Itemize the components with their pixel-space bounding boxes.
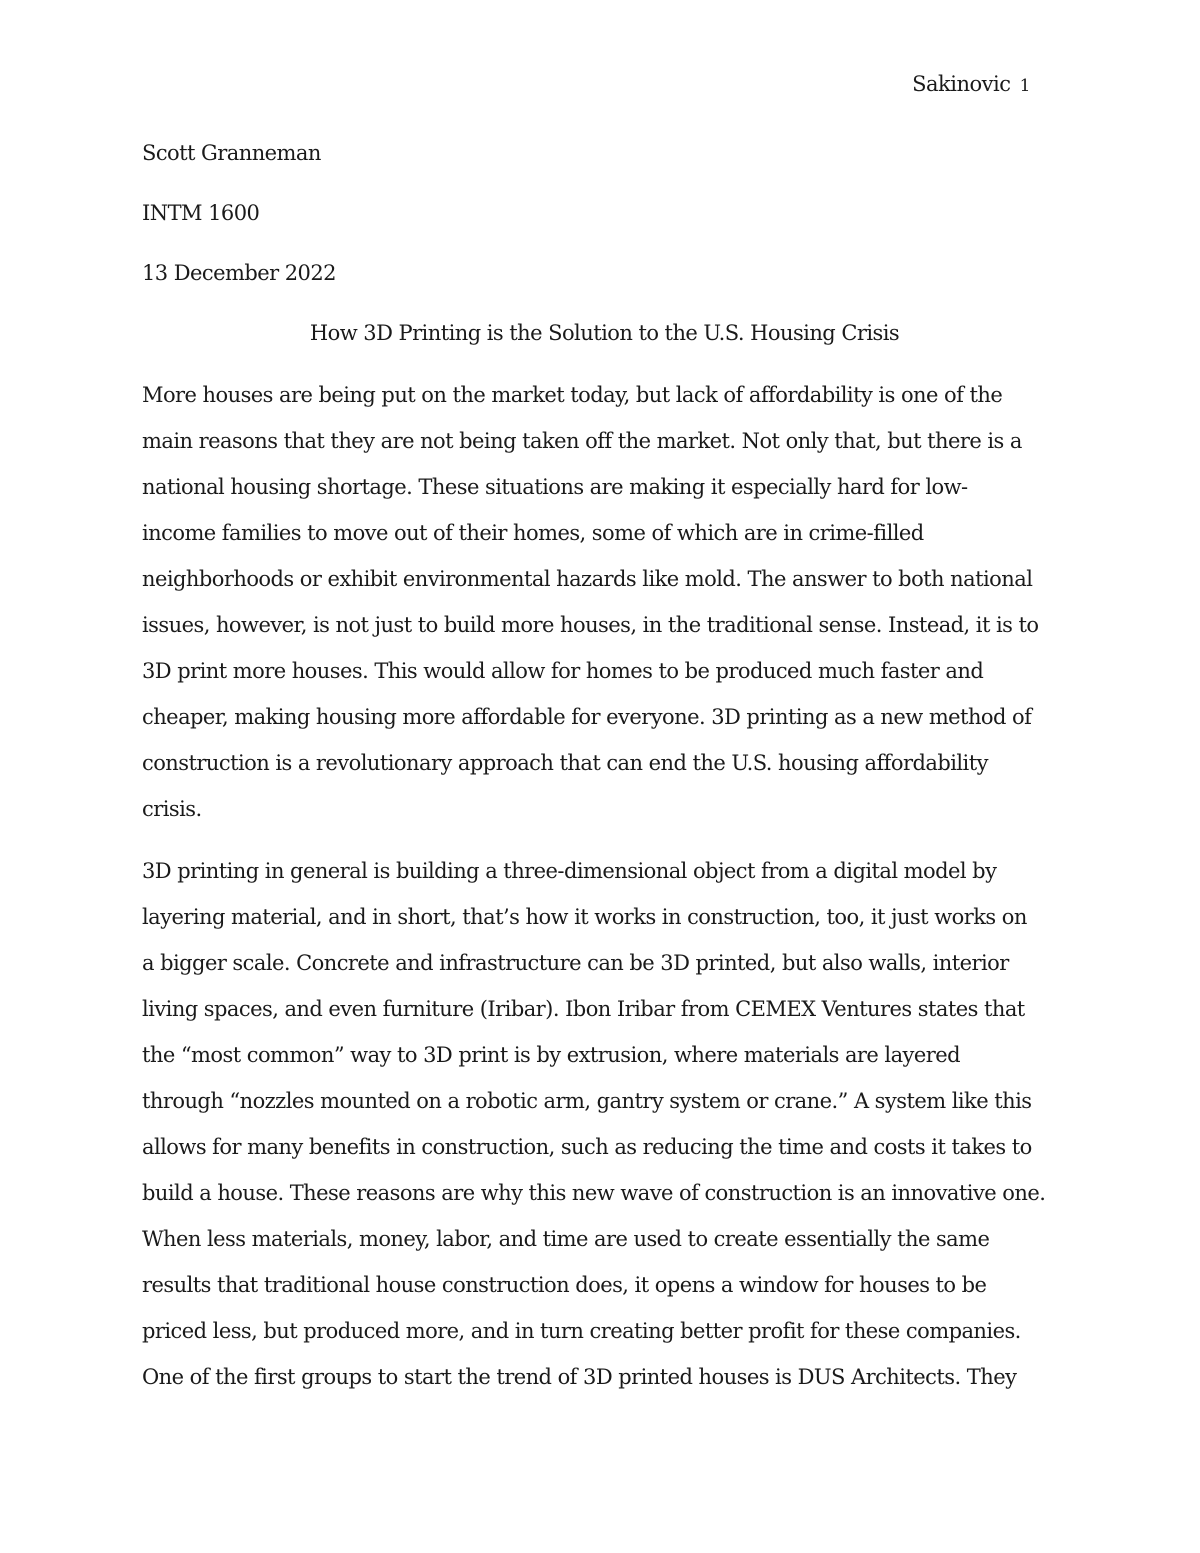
paragraph-line: 3D print more houses. This would allow for homes to be produced much faster and <box>142 659 984 683</box>
running-head <box>912 72 1030 96</box>
essay-title: How 3D Printing is the Solution to the U.S. Housing Crisis <box>309 321 900 345</box>
paragraph-1 <box>142 372 1067 832</box>
paragraph-line: cheaper, making housing more affordable for everyone. 3D printing as a new method of <box>142 705 1032 729</box>
paragraph-line: allows for many benefits in construction, such as reducing the time and costs it takes to <box>142 1135 1032 1159</box>
paragraph-line: One of the first groups to start the trend of 3D printed houses is DUS Architects. They <box>142 1365 1017 1389</box>
paragraph-line: neighborhoods or exhibit environmental hazards like mold. The answer to both national <box>142 567 1033 591</box>
page-number: 1 <box>1019 76 1030 96</box>
paragraph-line: 3D printing in general is building a three-dimensional object from a digital model by <box>142 859 997 883</box>
paragraph-line: priced less, but produced more, and in turn creating better profit for these companies. <box>142 1319 1021 1343</box>
author-surname: Sakinovic <box>912 72 1011 96</box>
paragraph-line: issues, however, is not just to build more houses, in the traditional sense. Instead, it is to <box>142 613 1039 637</box>
paragraph-line: crisis. <box>142 797 202 821</box>
paragraph-line: living spaces, and even furniture (Iribar). Ibon Iribar from CEMEX Ventures states that <box>142 997 1025 1021</box>
paragraph-line: build a house. These reasons are why this new wave of construction is an innovative one. <box>142 1181 1046 1205</box>
paragraph-line: construction is a revolutionary approach that can end the U.S. housing affordability <box>142 751 988 775</box>
paragraph-line: income families to move out of their homes, some of which are in crime-filled <box>142 521 924 545</box>
paragraph-line: a bigger scale. Concrete and infrastructure can be 3D printed, but also walls, interior <box>142 951 1009 975</box>
paragraph-line: through “nozzles mounted on a robotic arm, gantry system or crane.” A system like this <box>142 1089 1032 1113</box>
instructor-name: Scott Granneman <box>142 141 321 165</box>
document-body <box>142 130 1067 1400</box>
paragraph-line: More houses are being put on the market today, but lack of affordability is one of the <box>142 383 1003 407</box>
paragraph-2 <box>142 848 1067 1400</box>
paragraph-line: the “most common” way to 3D print is by extrusion, where materials are layered <box>142 1043 961 1067</box>
paragraph-line: national housing shortage. These situations are making it especially hard for low- <box>142 475 968 499</box>
paragraph-line: When less materials, money, labor, and time are used to create essentially the same <box>142 1227 990 1251</box>
document-date: 13 December 2022 <box>142 261 336 285</box>
course-code: INTM 1600 <box>142 201 260 225</box>
paragraph-line: layering material, and in short, that’s how it works in construction, too, it just works on <box>142 905 1027 929</box>
paragraph-line: results that traditional house construction does, it opens a window for houses to be <box>142 1273 987 1297</box>
paragraph-line: main reasons that they are not being taken off the market. Not only that, but there is a <box>142 429 1022 453</box>
